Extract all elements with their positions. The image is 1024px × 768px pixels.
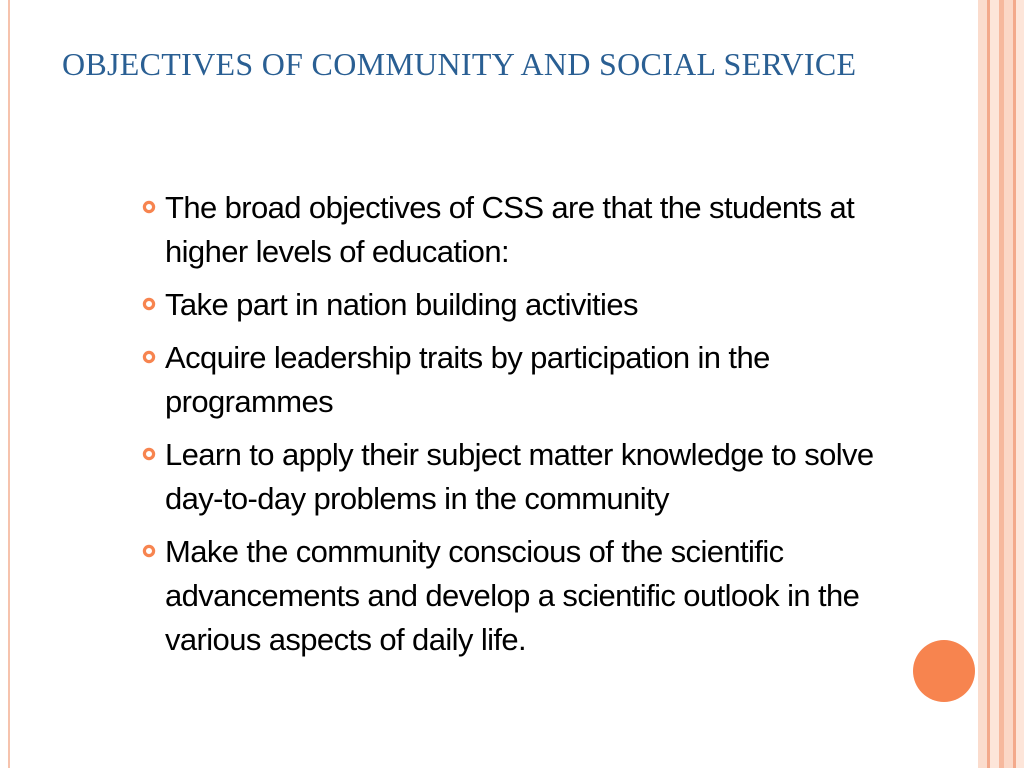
right-decorative-stripe <box>990 0 999 768</box>
hollow-circle-bullet-icon <box>142 297 156 311</box>
bullet-item <box>140 433 900 521</box>
bullet-text: Learn to apply their subject matter knowledge to solve day-to-day problems in the community <box>165 437 874 516</box>
bullet-item <box>140 336 900 424</box>
slide-title: OBJECTIVES OF COMMUNITY AND SOCIAL SERVICE <box>62 46 857 82</box>
bullet-item <box>140 186 900 274</box>
bullet-text: Make the community conscious of the scientific advancements and develop a scientific outlook in the various aspects of daily life. <box>165 534 860 657</box>
hollow-circle-bullet-icon <box>142 350 156 364</box>
bullet-item <box>140 530 900 662</box>
hollow-circle-bullet-icon <box>142 447 156 461</box>
left-border-line <box>8 0 10 768</box>
hollow-circle-bullet-icon <box>142 200 156 214</box>
bullet-text: The broad objectives of CSS are that the students at higher levels of education: <box>165 190 855 269</box>
right-decorative-stripe <box>978 0 987 768</box>
bullet-text: Take part in nation building activities <box>165 287 638 322</box>
right-decorative-stripe <box>1016 0 1024 768</box>
bullet-item <box>140 283 900 327</box>
bullet-list <box>140 186 900 671</box>
right-decorative-stripe <box>1004 0 1013 768</box>
bullet-text: Acquire leadership traits by participation in the programmes <box>165 340 770 419</box>
hollow-circle-bullet-icon <box>142 544 156 558</box>
decorative-circle-icon <box>913 640 975 702</box>
